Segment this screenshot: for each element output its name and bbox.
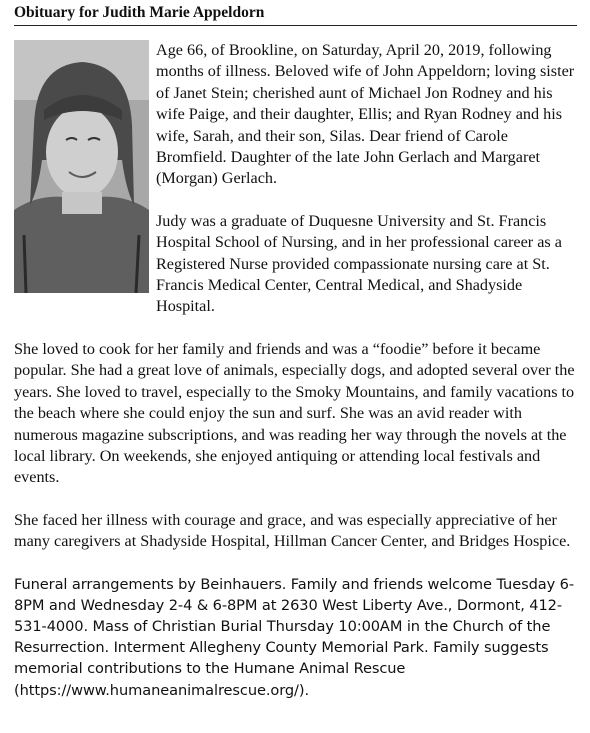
intro-paragraph: Age 66, of Brookline, on Saturday, April 20, 2019, following months of illness. Beloved wife of John Appeldorn; loving sister of Janet Stein; cherished aunt of Michael Jon Rodney and his wife Paige, and their daughter, Ellis; and Ryan Rodney and his wife, Sarah, and their son, Silas. Dear friend of Carole Bromfield. Daughter of the late John Gerlach and Margaret (Morgan) Gerlach. (156, 41, 575, 188)
portrait-photo (14, 40, 149, 293)
page-title: Obituary for Judith Marie Appeldorn (14, 4, 265, 21)
career-paragraph: Judy was a graduate of Duquesne University and St. Francis Hospital School of Nursing, and in her professional career as a Registered Nurse provided compassionate nursing care at St. Francis Medical Center, Central Medical, and Shadyside Hospital. (156, 211, 562, 316)
hobbies-paragraph: She loved to cook for her family and friends and was a “foodie” before it became popular. She had a great love of animals, especially dogs, and adopted several over the years. She loved to travel, especially to the Smoky Mountains, and family vacations to the beach where she could enjoy the sun and surf. She was an avid reader with numerous magazine subscriptions, and was reading her way through the novels at the local library. On weekends, she enjoyed antiquing or attending local festivals and events. (14, 339, 575, 487)
obituary-body (14, 40, 576, 722)
portrait-illustration (14, 40, 149, 293)
illness-paragraph: She faced her illness with courage and grace, and was especially appreciative of her many caregivers at Shadyside Hospital, Hillman Cancer Center, and Bridges Hospice. (14, 510, 571, 551)
header (14, 4, 577, 26)
funeral-paragraph: Funeral arrangements by Beinhauers. Family and friends welcome Tuesday 6-8PM and Wednesday 2-4 & 6-8PM at 2630 West Liberty Ave., Dormont, 412-531-4000. Mass of Christian Burial Thursday 10:00AM in the Church of the Resurrection. Interment Allegheny County Memorial Park. Family suggests memorial contributions to the Humane Animal Rescue (https://www.humaneanimalrescue.org/). (14, 575, 575, 699)
